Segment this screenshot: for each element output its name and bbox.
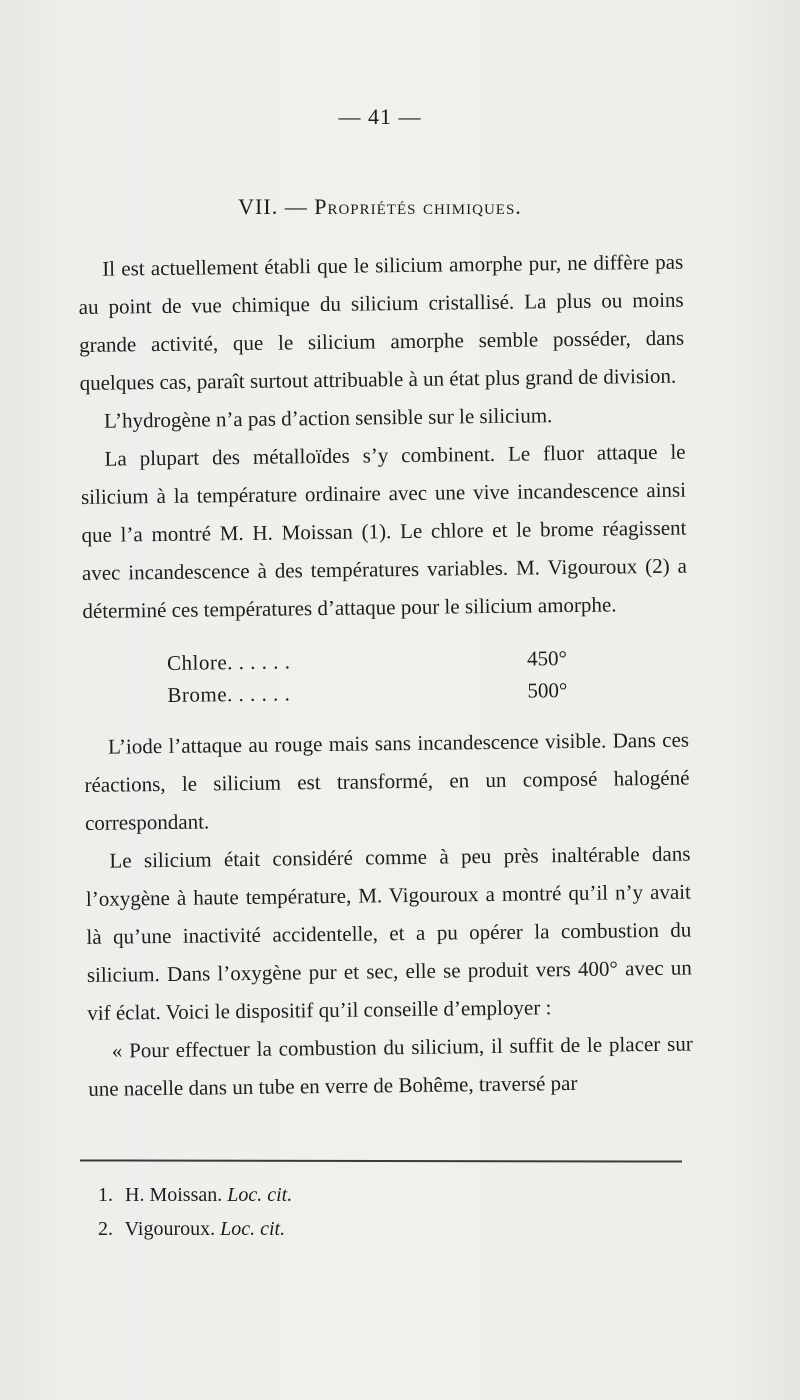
footnotes bbox=[98, 1178, 292, 1246]
temperature-table bbox=[167, 642, 588, 711]
paragraph: L’hydrogène n’a pas d’action sensible sur le silicium. bbox=[103, 403, 553, 433]
paragraph: La plupart des métalloïdes s’y combinent. Le fluor attaque le silicium à la température ordinaire avec une vive incandescence ainsi que l’a montré M. H. Moissan (1). Le chlore et le brome réagissent avec incandescence à des températures variables. M. Vigouroux (2) a déterminé ces températures d’attaque pour le silicium amorphe. bbox=[80, 439, 688, 623]
section-title bbox=[0, 194, 760, 220]
footnote-number: 2. bbox=[98, 1218, 113, 1240]
table-value: 450° bbox=[526, 646, 568, 671]
footnote-number: 1. bbox=[98, 1184, 113, 1206]
paragraph: L’iode l’attaque au rouge mais sans incandescence visible. Dans ces réactions, le silicium est transformé, en un composé halogéné correspondant. bbox=[84, 727, 690, 835]
table-row bbox=[167, 674, 587, 711]
footnote-text: Vigouroux. bbox=[124, 1218, 221, 1240]
table-label: Chlore. . . . . . bbox=[166, 649, 291, 675]
page-number: — 41 — bbox=[338, 104, 422, 129]
table-label: Brome. . . . . . bbox=[167, 681, 291, 707]
footnote bbox=[98, 1212, 292, 1246]
paragraph: Il est actuellement établi que le silicium amorphe pur, ne diffère pas au point de vue chimique du silicium cristallisé. La plus ou moins grande activité, que le silicium amorphe semble posséder, dans quelques cas, paraît surtout attribuable à un état plus grand de division. bbox=[78, 249, 685, 395]
footnote-text: H. Moissan. bbox=[125, 1184, 228, 1206]
footnote-divider bbox=[80, 1159, 682, 1162]
footnote-ref: Loc. cit. bbox=[220, 1218, 286, 1240]
table-row bbox=[167, 642, 587, 679]
section-number: VII. — bbox=[238, 194, 315, 219]
footnote-ref: Loc. cit. bbox=[227, 1184, 293, 1206]
body-text bbox=[78, 243, 693, 1108]
section-heading: Propriétés chimiques. bbox=[314, 194, 522, 219]
paragraph: Le silicium était considéré comme à peu près inaltérable dans l’oxygène à haute température, M. Vigouroux a montré qu’il n’y avait là qu’une inactivité accidentelle, et a pu opérer la combustion du silicium. Dans l’oxygène pur et sec, elle se produit vers 400° avec un vif éclat. Voici le dispositif qu’il conseille d’employer : bbox=[85, 841, 692, 1025]
paragraph: « Pour effectuer la combustion du silicium, il suffit de le placer sur une nacelle dans un tube en verre de Bohême, traversé par bbox=[88, 1031, 693, 1101]
footnote bbox=[98, 1178, 292, 1212]
table-value: 500° bbox=[527, 678, 568, 703]
